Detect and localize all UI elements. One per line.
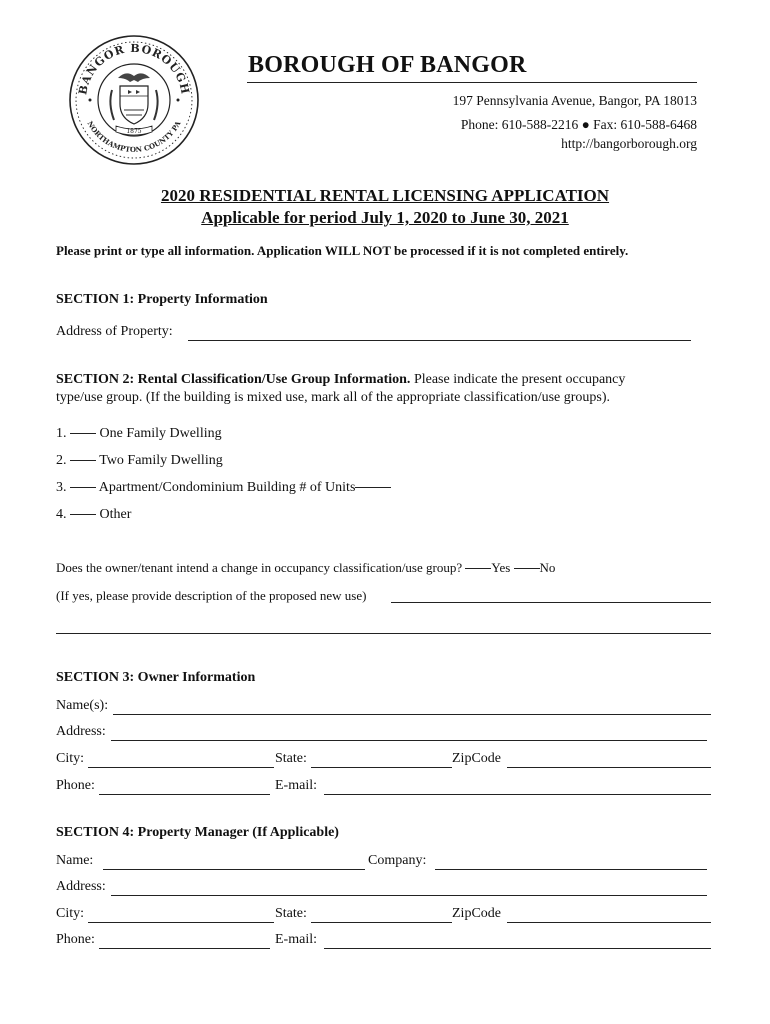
manager-state-field[interactable] [311, 922, 452, 923]
manager-address-field[interactable] [111, 895, 707, 896]
manager-address-label: Address: [56, 879, 106, 894]
form-instructions: Please print or type all information. Application WILL NOT be processed if it is not completed entirely. [56, 243, 629, 258]
option-other-blank[interactable] [70, 514, 96, 515]
manager-company-label: Company: [368, 853, 427, 868]
manager-phone-label: Phone: [56, 932, 95, 947]
property-address-field[interactable] [188, 340, 691, 341]
section2-intro-line2: type/use group. (If the building is mixed use, mark all of the appropriate classification/use groups). [56, 390, 611, 405]
section2-heading: SECTION 2: Rental Classification/Use Group Information. [56, 372, 411, 387]
owner-names-field[interactable] [113, 714, 711, 715]
manager-email-field[interactable] [324, 948, 711, 949]
manager-name-field[interactable] [103, 869, 365, 870]
option-label: Other [99, 507, 132, 522]
yes-blank[interactable] [465, 568, 491, 569]
manager-city-label: City: [56, 906, 85, 921]
manager-zip-label: ZipCode [452, 906, 501, 921]
change-question-row [56, 560, 555, 576]
option-other [56, 507, 131, 523]
manager-state-label: State: [275, 906, 307, 921]
option-one-family-blank[interactable] [70, 433, 96, 434]
svg-text:NORTHAMPTON COUNTY PA: NORTHAMPTON COUNTY PA [85, 119, 183, 155]
option-two-family [56, 453, 223, 469]
org-phone-fax: Phone: 610-588-2216 ● Fax: 610-588-6468 [460, 117, 697, 132]
manager-email-label: E-mail: [275, 932, 317, 947]
owner-city-field[interactable] [88, 767, 274, 768]
section3-heading: SECTION 3: Owner Information [56, 670, 256, 685]
owner-city-label: City: [56, 751, 85, 766]
option-apartment-blank[interactable] [70, 487, 96, 488]
option-apartment [56, 480, 391, 496]
yes-label: Yes [491, 560, 511, 575]
form-title: 2020 RESIDENTIAL RENTAL LICENSING APPLICATION [160, 186, 610, 205]
owner-zip-label: ZipCode [452, 751, 501, 766]
option-number: 4. [56, 507, 67, 522]
option-number: 3. [56, 480, 67, 495]
owner-phone-field[interactable] [99, 794, 270, 795]
option-label: Two Family Dwelling [99, 453, 223, 468]
manager-company-field[interactable] [435, 869, 707, 870]
manager-zip-field[interactable] [507, 922, 711, 923]
owner-address-label: Address: [56, 724, 106, 739]
change-question: Does the owner/tenant intend a change in occupancy classification/use group? [56, 560, 463, 575]
svg-text:BANGOR BOROUGH: BANGOR BOROUGH [76, 41, 192, 96]
form-subtitle: Applicable for period July 1, 2020 to June 30, 2021 [201, 208, 569, 227]
borough-seal-logo [68, 34, 200, 166]
section4-heading: SECTION 4: Property Manager (If Applicable) [56, 825, 339, 840]
manager-name-label: Name: [56, 853, 94, 868]
section2-intro [56, 372, 625, 388]
owner-state-field[interactable] [311, 767, 452, 768]
owner-address-field[interactable] [111, 740, 707, 741]
owner-state-label: State: [275, 751, 307, 766]
description-field[interactable] [391, 602, 711, 603]
no-label: No [539, 560, 556, 575]
option-two-family-blank[interactable] [70, 460, 96, 461]
manager-phone-field[interactable] [99, 948, 270, 949]
svg-text:1875: 1875 [126, 128, 142, 135]
owner-zip-field[interactable] [507, 767, 711, 768]
option-label: One Family Dwelling [99, 426, 222, 441]
property-address-label: Address of Property: [56, 324, 173, 339]
option-label: Apartment/Condominium Building # of Units [98, 480, 356, 495]
owner-names-label: Name(s): [56, 698, 109, 713]
org-name: BOROUGH OF BANGOR [248, 52, 527, 78]
description-label: (If yes, please provide description of the proposed new use) [56, 588, 367, 603]
section2-intro-text: Please indicate the present occupancy [410, 372, 626, 387]
manager-city-field[interactable] [88, 922, 274, 923]
units-count-field[interactable] [355, 487, 391, 488]
owner-phone-label: Phone: [56, 778, 95, 793]
option-one-family [56, 426, 222, 442]
header-divider [247, 82, 697, 83]
option-number: 2. [56, 453, 67, 468]
description-field-line2[interactable] [56, 633, 711, 634]
owner-email-label: E-mail: [275, 778, 317, 793]
section1-heading: SECTION 1: Property Information [56, 292, 268, 307]
owner-email-field[interactable] [324, 794, 711, 795]
org-website-link[interactable]: http://bangorborough.org [561, 136, 697, 151]
option-number: 1. [56, 426, 67, 441]
org-address: 197 Pennsylvania Avenue, Bangor, PA 18013 [452, 93, 697, 108]
no-blank[interactable] [514, 568, 540, 569]
